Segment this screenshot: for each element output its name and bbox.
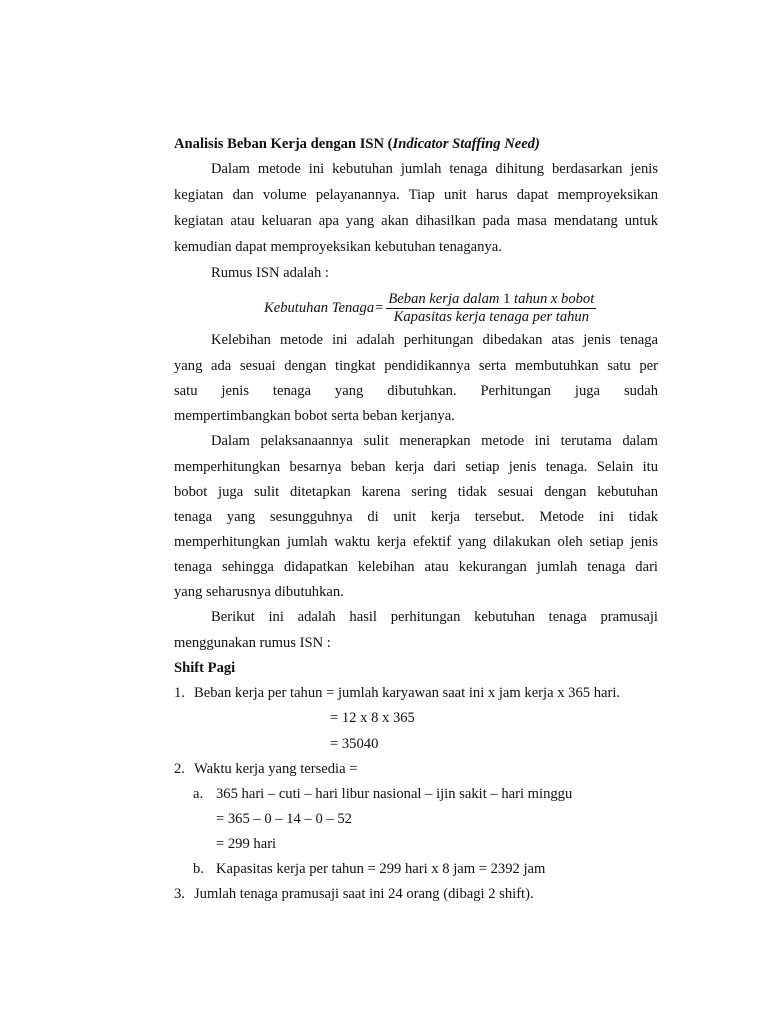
para3-line: bobot juga sulit ditetapkan karena sering tidak sesuai dengan kebutuhan — [174, 484, 658, 500]
list-marker: 3. — [174, 886, 185, 902]
formula-denominator: Kapasitas kerja tenaga per tahun — [393, 308, 590, 325]
para3-line: Dalam pelaksanaannya sulit menerapkan metode ini terutama dalam — [211, 433, 658, 449]
para3-line: tenaga sehingga didapatkan kelebihan atau kekurangan jumlah tenaga dari — [174, 559, 658, 575]
numerator-digit: 1 — [503, 290, 511, 307]
list-marker: 2. — [174, 761, 185, 777]
para4-line: menggunakan rumus ISN : — [174, 635, 331, 651]
sub-list-marker: b. — [193, 861, 204, 877]
sub-list-text: 365 hari – cuti – hari libur nasional – ijin sakit – hari minggu — [216, 786, 573, 802]
numerator-part: tahun x bobot — [510, 290, 595, 307]
formula-numerator — [386, 291, 596, 309]
list-item — [174, 884, 658, 904]
list-item-text: Waktu kerja yang tersedia = — [194, 761, 358, 777]
para3-line: yang seharusnya dibutuhkan. — [174, 584, 344, 600]
sub-list-item — [193, 784, 572, 804]
para4-line: Berikut ini adalah hasil perhitungan kebutuhan tenaga pramusaji — [211, 609, 658, 625]
sub-list-marker: a. — [193, 786, 204, 802]
formula-fraction — [386, 291, 596, 326]
para1-line: Dalam metode ini kebutuhan jumlah tenaga dihitung berdasarkan jenis — [211, 161, 658, 177]
formula-equals: = — [375, 299, 384, 316]
isn-formula — [264, 288, 596, 328]
list-item — [174, 759, 658, 779]
section-heading — [174, 134, 658, 154]
list-item — [174, 683, 658, 703]
para3-line: memperhitungkan jumlah waktu kerja efektif yang dilakukan oleh setiap jenis — [174, 534, 658, 550]
numerator-part: Beban kerja dalam — [388, 290, 504, 307]
sub-list-item — [193, 859, 545, 879]
sub-list-text: Kapasitas kerja per tahun = 299 hari x 8 jam = 2392 jam — [216, 861, 546, 877]
para3-line: tenaga yang sesungguhnya di unit kerja tersebut. Metode ini tidak — [174, 509, 658, 525]
para2-line: satu jenis tenaga yang dibutuhkan. Perhitungan juga sudah — [174, 383, 658, 399]
list-item-text: Jumlah tenaga pramusaji saat ini 24 orang (dibagi 2 shift). — [194, 886, 534, 902]
para1-line: kegiatan atau keluaran apa yang akan dihasilkan pada masa mendatang untuk — [174, 213, 658, 229]
calc-line: = 365 – 0 – 14 – 0 – 52 — [216, 811, 352, 827]
formula-lhs: Kebutuhan Tenaga — [264, 299, 375, 316]
calc-line: = 35040 — [330, 736, 379, 752]
calc-line: = 12 x 8 x 365 — [330, 710, 415, 726]
para2-line: yang ada sesuai dengan tingkat pendidikannya serta membutuhkan satu per — [174, 358, 658, 374]
para3-line: memperhitungkan besarnya beban kerja dari setiap jenis tenaga. Selain itu — [174, 459, 658, 475]
para1-line: kegiatan dan volume pelayanannya. Tiap unit harus dapat memproyeksikan — [174, 187, 658, 203]
heading-italic-text: Indicator Staffing Need) — [392, 136, 540, 152]
para2-line: Kelebihan metode ini adalah perhitungan dibedakan atas jenis tenaga — [211, 332, 658, 348]
para1-line: kemudian dapat memproyeksikan kebutuhan tenaganya. — [174, 239, 502, 255]
para2-line: mempertimbangkan bobot serta beban kerjanya. — [174, 408, 455, 424]
heading-bold-text: Analisis Beban Kerja dengan ISN ( — [174, 136, 393, 152]
calc-line: = 299 hari — [216, 836, 277, 852]
shift-heading: Shift Pagi — [174, 660, 236, 676]
formula-label: Rumus ISN adalah : — [211, 265, 329, 281]
list-marker: 1. — [174, 685, 185, 701]
list-item-text: Beban kerja per tahun = jumlah karyawan saat ini x jam kerja x 365 hari. — [194, 685, 621, 701]
